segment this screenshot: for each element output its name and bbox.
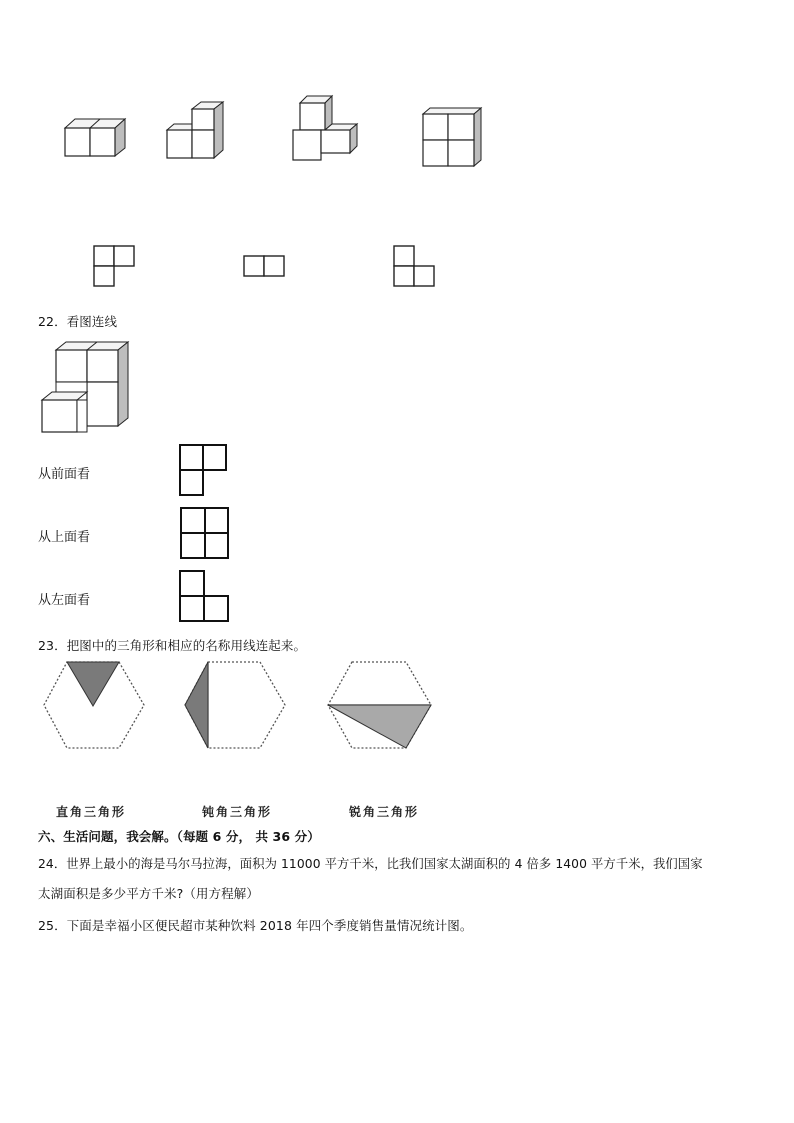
triangle-label-acute: 锐角三角形 — [349, 805, 420, 819]
view-shape-2 — [243, 255, 287, 279]
q22-view-shape-2 — [179, 507, 231, 561]
q22-view-shape-1 — [179, 444, 231, 498]
q22-solid-figure — [40, 340, 132, 436]
view-label-left: 从左面看 — [38, 593, 91, 608]
hexagon-1 — [42, 660, 146, 752]
q22-title: 22．看图连线 — [38, 314, 118, 329]
view-label-top: 从上面看 — [38, 530, 91, 545]
triangle-label-obtuse: 钝角三角形 — [202, 805, 273, 819]
cube-figure-2 — [165, 100, 235, 162]
q25-text: 25．下面是幸福小区便民超市某种饮料 2018 年四个季度销售量情况统计图。 — [38, 918, 473, 933]
hexagon-2 — [183, 660, 287, 752]
cube-figure-3 — [291, 94, 363, 164]
triangle-label-right: 直角三角形 — [56, 805, 127, 819]
q24-line1: 24．世界上最小的海是马尔马拉海，面积为 11000 平方千米，比我们国家太湖面积的 4 倍多 1400 平方千米，我们国家 — [38, 857, 703, 871]
cube-figure-1 — [62, 115, 132, 161]
view-label-front: 从前面看 — [38, 467, 91, 482]
q24-line2: 太湖面积是多少平方千米?（用方程解） — [38, 886, 259, 901]
hexagon-3 — [326, 660, 434, 752]
view-shape-1 — [93, 245, 137, 289]
view-shape-3 — [393, 245, 437, 289]
cube-figure-4 — [420, 106, 486, 170]
q23-title: 23．把图中的三角形和相应的名称用线连起来。 — [38, 638, 307, 653]
section6-heading: 六、生活问题，我会解。（每题 6 分， 共 36 分） — [38, 829, 320, 844]
q22-view-shape-3 — [179, 570, 231, 624]
